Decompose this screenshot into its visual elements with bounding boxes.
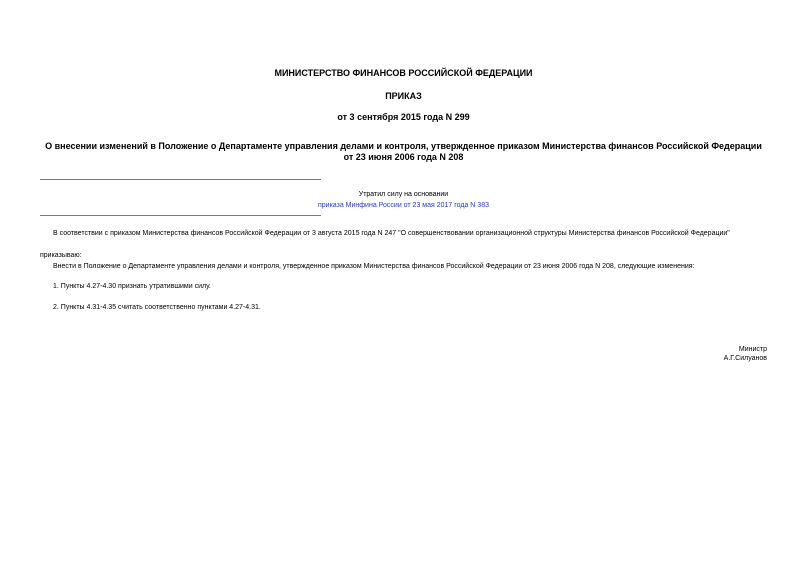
repeal-link[interactable]: приказа Минфина России от 23 мая 2017 года N 383 <box>318 202 489 209</box>
ministry-heading: МИНИСТЕРСТВО ФИНАНСОВ РОССИЙСКОЙ ФЕДЕРАЦИИ <box>274 68 533 78</box>
signer-title: Министр <box>738 346 767 353</box>
list-item: 1. Пункты 4.27-4.30 признать утратившими силу. <box>53 283 211 290</box>
amendments-intro: Внести в Положение о Департаменте управления делами и контроля, утвержденное приказом Министерства финансов Российской Федерации от 23 июня 2006 года N 208, следующие изменения: <box>53 263 695 270</box>
divider-bottom <box>40 215 321 216</box>
divider-top <box>40 179 321 180</box>
list-item: 2. Пункты 4.31-4.35 считать соответственно пунктами 4.27-4.31. <box>53 304 261 311</box>
repeal-note: Утратил силу на основании <box>358 191 449 198</box>
orders-keyword: приказываю: <box>40 252 82 259</box>
document-title: О внесении изменений в Положение о Департаменте управления делами и контроля, утвержденное приказом Министерства финансов Российской Федерации от 23 июня 2006 года N 208 <box>45 141 762 162</box>
preamble-paragraph: В соответствии с приказом Министерства финансов Российской Федерации от 3 августа 2015 года N 247 "О совершенствовании организационной структуры Министерства финансов Российской Федерации" <box>53 230 730 237</box>
document-type-heading: ПРИКАЗ <box>385 91 422 101</box>
document-date-number: от 3 сентября 2015 года N 299 <box>337 112 470 122</box>
signer-name: А.Г.Силуанов <box>723 355 767 362</box>
